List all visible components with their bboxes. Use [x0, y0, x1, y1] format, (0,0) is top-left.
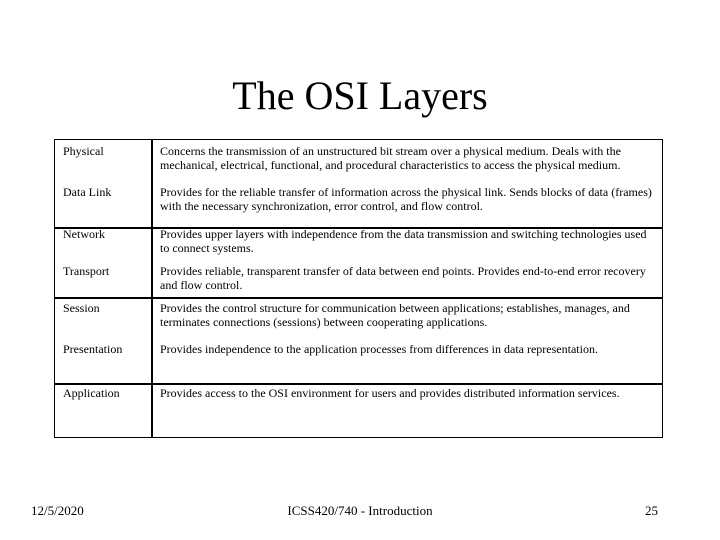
layer-description-physical: Concerns the transmission of an unstructured bit stream over a physical medium. Deals with the mechanical, electrical, functional, and procedural characteristics to access the physical medium. — [160, 144, 621, 172]
footer-date: 12/5/2020 — [31, 503, 84, 518]
layer-name-transport: Transport — [63, 264, 110, 278]
column-divider — [151, 139, 153, 438]
layer-name-presentation: Presentation — [63, 342, 123, 356]
footer-course: ICSS420/740 - Introduction — [287, 503, 433, 518]
slide-title: The OSI Layers — [232, 73, 488, 118]
layer-name-network: Network — [63, 227, 105, 241]
layer-name-data-link: Data Link — [63, 185, 112, 199]
layer-name-physical: Physical — [63, 144, 104, 158]
layer-description-presentation: Provides independence to the application processes from differences in data representation. — [160, 342, 598, 356]
layer-name-session: Session — [63, 301, 100, 315]
layer-description-data-link: Provides for the reliable transfer of information across the physical link. Sends blocks of data (frames) with the necessary synchronization, error control, and flow control. — [160, 185, 652, 213]
layer-description-network: Provides upper layers with independence from the data transmission and switching technologies used to connect systems. — [160, 227, 647, 255]
layer-name-application: Application — [63, 386, 120, 400]
layer-description-session: Provides the control structure for communication between applications; establishes, manages, and terminates connections (sessions) between cooperating applications. — [160, 301, 630, 329]
layer-description-transport: Provides reliable, transparent transfer of data between end points. Provides end-to-end error recovery and flow control. — [160, 264, 646, 292]
row-divider — [54, 383, 663, 385]
footer-page-number: 25 — [645, 503, 658, 518]
layer-description-application: Provides access to the OSI environment for users and provides distributed information services. — [160, 386, 620, 400]
row-divider — [54, 297, 663, 299]
